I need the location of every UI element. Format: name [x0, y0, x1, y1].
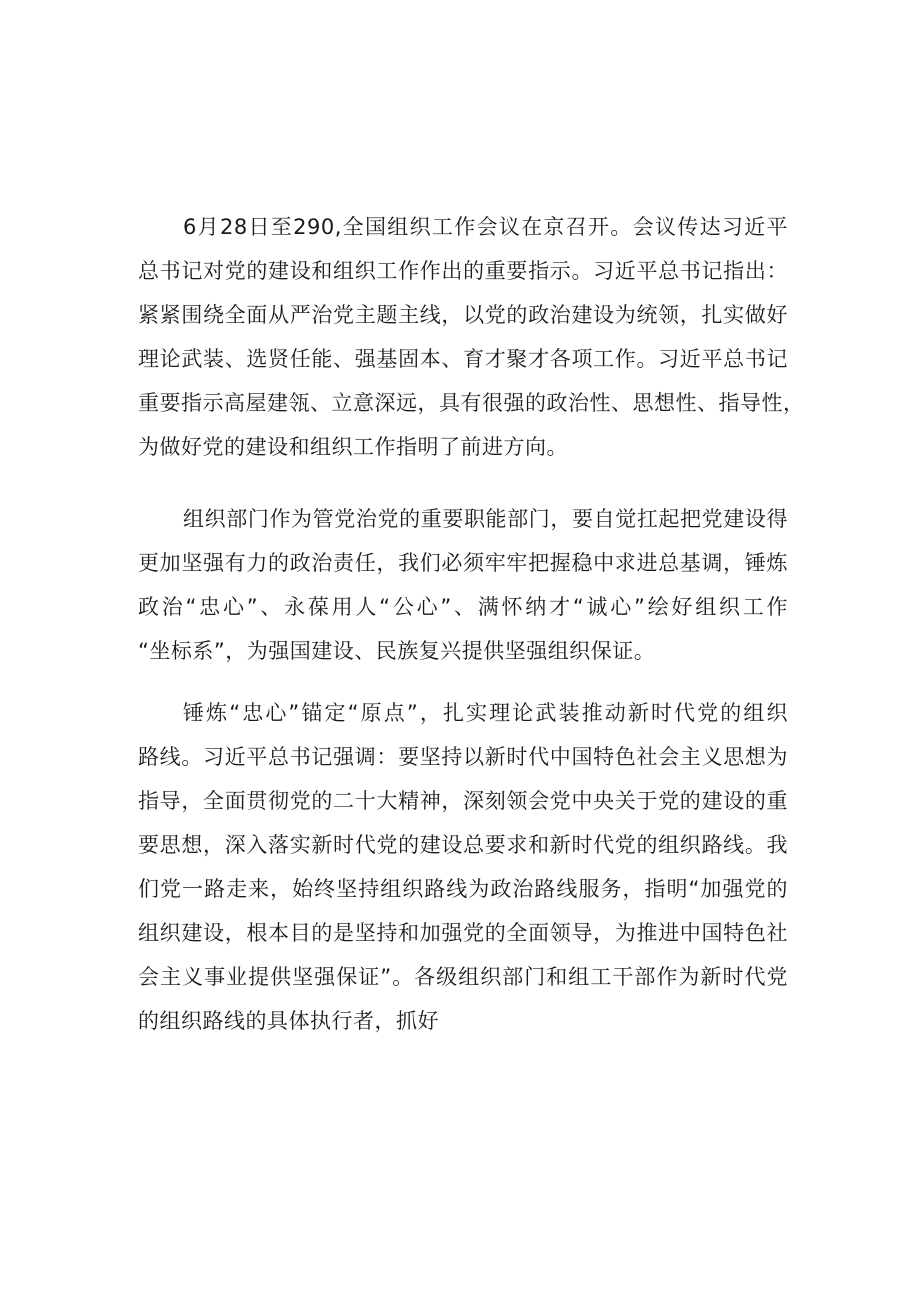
- paragraph-2-line-4: “坐标系”，为强国建设、民族复兴提供坚强组织保证。: [138, 639, 656, 663]
- paragraph-1-line-2: 总书记对党的建设和组织工作作出的重要指示。习近平总书记指出：: [138, 259, 788, 283]
- paragraph-1-line-3: 紧紧围绕全面从严治党主题主线，以党的政治建设为统领，扎实做好: [138, 303, 788, 327]
- paragraph-1-line-4: 理论武装、选贤任能、强基固本、育才聚才各项工作。习近平总书记: [138, 347, 788, 371]
- paragraph-3-line-5: 们党一路走来，始终坚持组织路线为政治路线服务，指明“加强党的: [138, 877, 788, 901]
- paragraph-3-line-4: 要思想，深入落实新时代党的建设总要求和新时代党的组织路线。我: [138, 833, 788, 857]
- paragraph-1-line-6: 为做好党的建设和组织工作指明了前进方向。: [138, 435, 568, 459]
- paragraph-3-line-8: 的组织路线的具体执行者，抓好: [138, 1009, 439, 1033]
- paragraph-2-line-1: 组织部门作为管党治党的重要职能部门，要自觉扛起把党建设得: [183, 507, 788, 531]
- paragraph-2-line-2: 更加坚强有力的政治责任，我们必须牢牢把握稳中求进总基调，锤炼: [138, 551, 788, 575]
- paragraph-3-line-6: 组织建设，根本目的是坚持和加强党的全面领导，为推进中国特色社: [138, 921, 788, 945]
- paragraph-2-line-3: 政治“忠心”、永葆用人“公心”、满怀纳才“诚心”绘好组织工作: [138, 595, 788, 619]
- paragraph-1-line-1: 6月28日至290,全国组织工作会议在京召开。会议传达习近平: [183, 215, 788, 239]
- paragraph-3-line-1: 锤炼“忠心”锚定“原点”，扎实理论武装推动新时代党的组织: [183, 701, 788, 725]
- paragraph-3-line-2: 路线。习近平总书记强调：要坚持以新时代中国特色社会主义思想为: [138, 745, 788, 769]
- paragraph-3-line-7: 会主义事业提供坚强保证”。各级组织部门和组工干部作为新时代党: [138, 965, 788, 989]
- paragraph-3-line-3: 指导，全面贯彻党的二十大精神，深刻领会党中央关于党的建设的重: [138, 789, 788, 813]
- paragraph-1-line-5: 重要指示高屋建瓴、立意深远，具有很强的政治性、思想性、指导性，: [138, 391, 805, 415]
